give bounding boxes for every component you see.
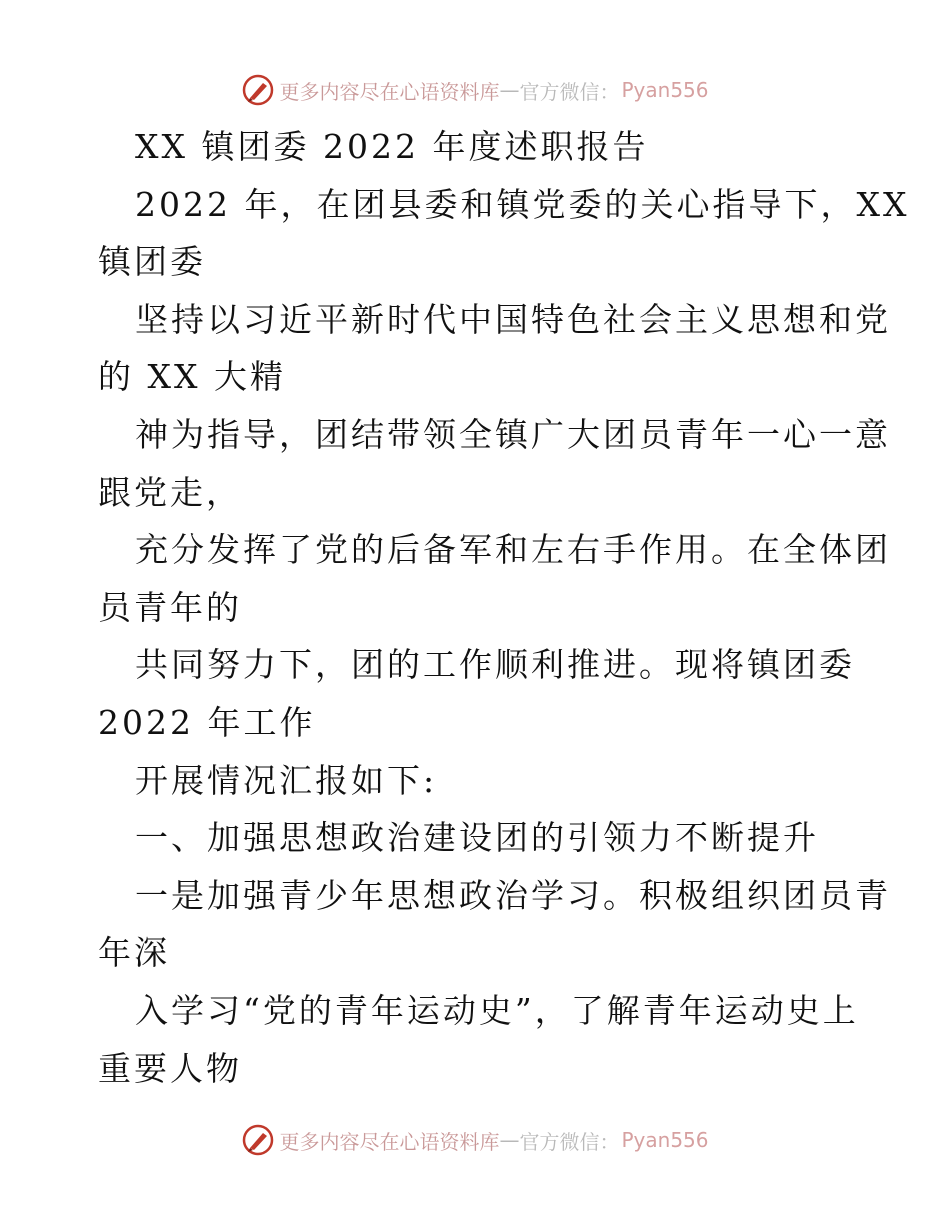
document-body bbox=[98, 118, 910, 1097]
watermark-sub-text: 官方微信： bbox=[519, 79, 620, 104]
watermark-main-text: 更多内容尽在心语资料库 bbox=[279, 1129, 500, 1154]
paragraph-line: 2022 年，在团县委和镇党委的关心指导下，XX bbox=[135, 184, 910, 224]
paragraph-line: 年深 bbox=[98, 933, 170, 973]
watermark-sub-text: 官方微信： bbox=[519, 1129, 620, 1154]
pen-logo-icon bbox=[241, 73, 275, 107]
watermark-separator: — bbox=[499, 78, 520, 102]
paragraph-line: 跟党走， bbox=[98, 472, 242, 512]
paragraph-line: 神为指导，团结带领全镇广大团员青年一心一意 bbox=[135, 414, 891, 454]
paragraph-line: 一是加强青少年思想政治学习。积极组织团员青 bbox=[135, 875, 891, 915]
paragraph-line: 员青年的 bbox=[98, 587, 242, 627]
watermark-separator: — bbox=[499, 1128, 520, 1152]
watermark-id: Pyan556 bbox=[621, 1128, 709, 1152]
watermark-main-text: 更多内容尽在心语资料库 bbox=[279, 79, 500, 104]
paragraph-line: 重要人物 bbox=[98, 1048, 242, 1088]
section-heading: 一、加强思想政治建设团的引领力不断提升 bbox=[135, 818, 819, 858]
paragraph-line: 镇团委 bbox=[98, 242, 206, 282]
paragraph-line: 坚持以习近平新时代中国特色社会主义思想和党 bbox=[135, 299, 891, 339]
paragraph-line: 入学习“党的青年运动史”，了解青年运动史上 bbox=[135, 990, 859, 1030]
pen-logo-icon bbox=[241, 1123, 275, 1157]
watermark-footer bbox=[0, 1120, 950, 1160]
document-title: XX 镇团委 2022 年度述职报告 bbox=[135, 127, 649, 166]
watermark-header bbox=[0, 70, 950, 110]
paragraph-line: 开展情况汇报如下: bbox=[135, 760, 438, 800]
paragraph-line: 2022 年工作 bbox=[98, 702, 316, 742]
paragraph-line: 的 XX 大精 bbox=[98, 357, 286, 397]
watermark-id: Pyan556 bbox=[621, 78, 709, 102]
paragraph-line: 共同努力下，团的工作顺利推进。现将镇团委 bbox=[135, 645, 855, 685]
paragraph-line: 充分发挥了党的后备军和左右手作用。在全体团 bbox=[135, 530, 891, 570]
